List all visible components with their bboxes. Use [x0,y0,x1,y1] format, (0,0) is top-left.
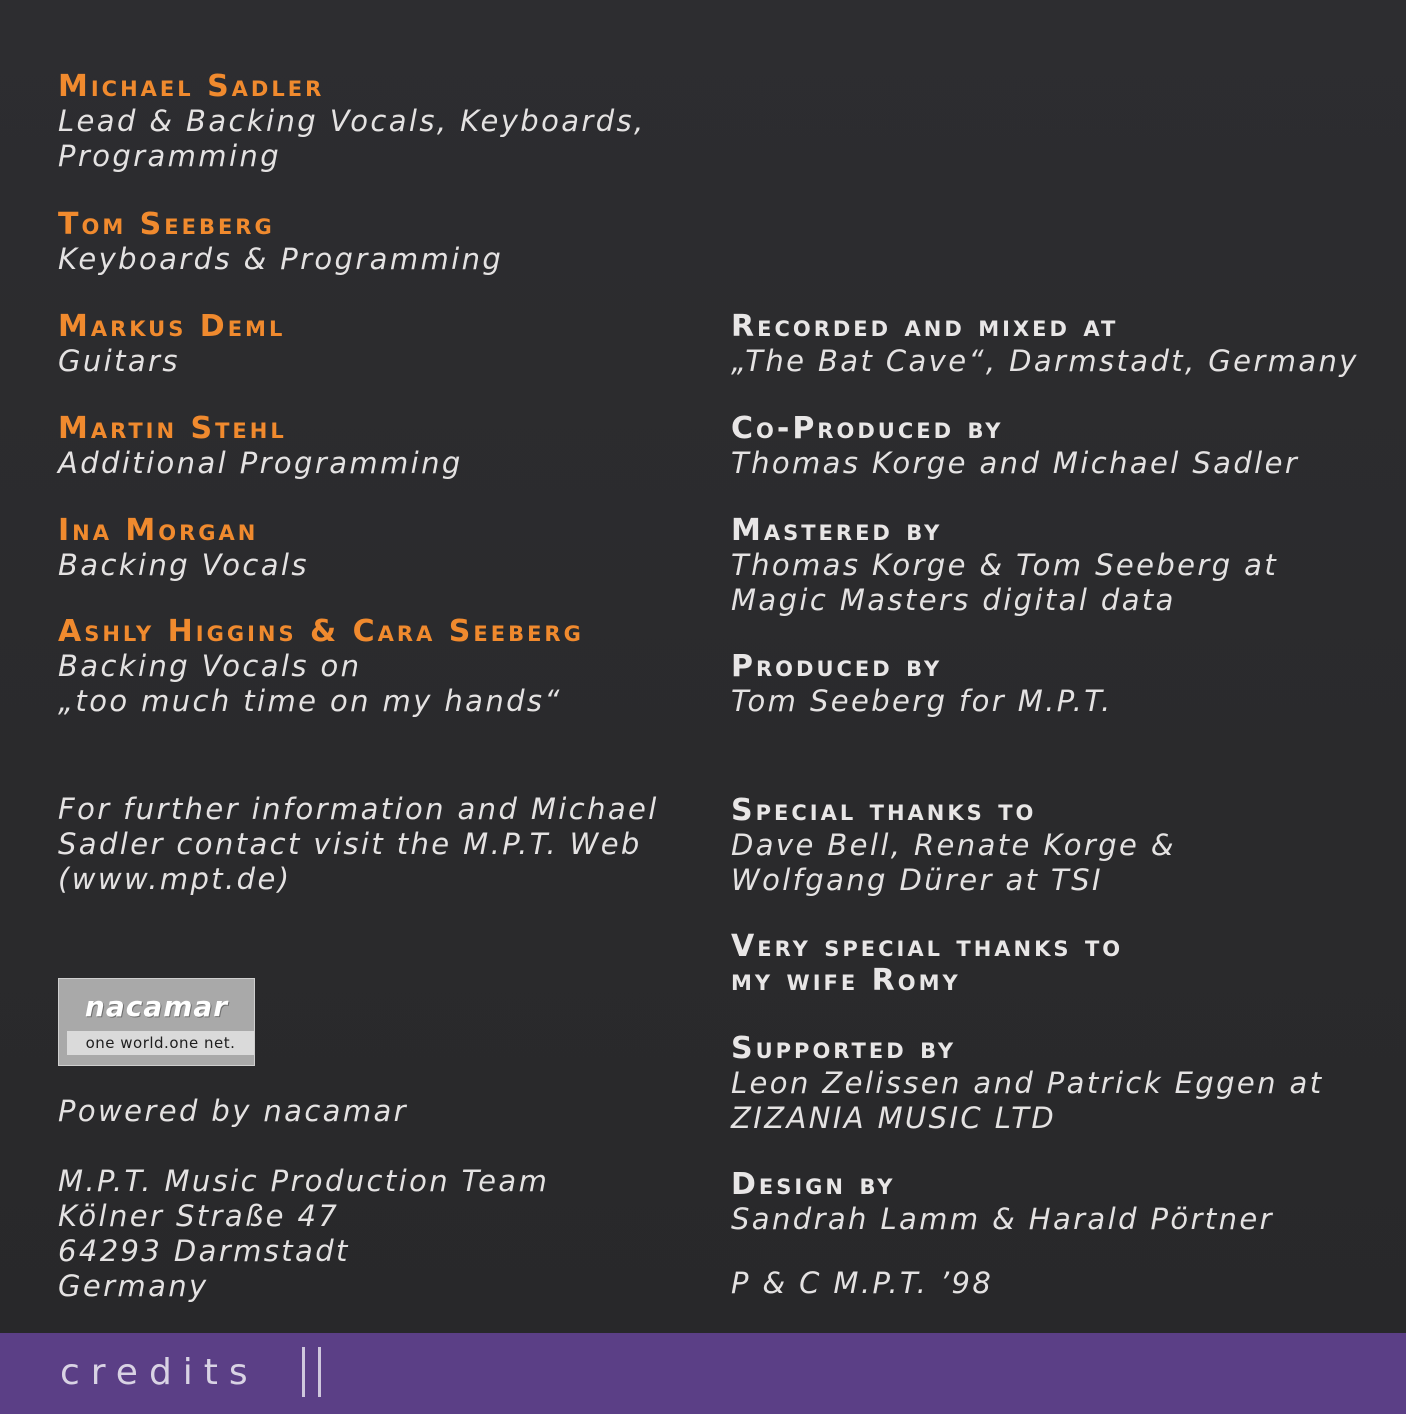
address-line: M.P.T. Music Production Team [58,1164,550,1198]
logo-tagline: one world.one net. [67,1031,254,1055]
credit-entry [731,1168,1391,1237]
credit-heading: Design by [731,1167,896,1202]
info-line: Sadler contact visit the M.P.T. Web [58,827,642,861]
copyright [731,1266,1391,1301]
musician-role: Programming [58,139,281,173]
musician-role: „too much time on my hands“ [58,684,562,718]
credit-line: Leon Zelissen and Patrick Eggen at [731,1066,1324,1100]
address-line: Germany [58,1269,209,1303]
musician-role: Lead & Backing Vocals, Keyboards, [58,104,646,138]
musician-name: Michael Sadler [58,69,325,104]
musician-entry [58,514,718,583]
musician-role: Keyboards & Programming [58,242,504,276]
credit-entry [731,794,1391,898]
credit-heading: Mastered by [731,513,943,548]
musician-name: Markus Deml [58,309,286,344]
musician-name: Ina Morgan [58,513,259,548]
info-line: (www.mpt.de) [58,862,292,896]
address-line: 64293 Darmstadt [58,1234,350,1268]
musician-role: Guitars [58,344,180,378]
credit-heading: my wife Romy [731,963,961,998]
credit-heading: Recorded and mixed at [731,309,1119,344]
footer-band [0,1333,1406,1414]
address-line: Kölner Straße 47 [58,1199,340,1233]
info-block [58,792,718,897]
musician-entry [58,412,718,481]
credit-heading: Co-Produced by [731,411,1004,446]
credit-line: ZIZANIA MUSIC LTD [731,1101,1057,1135]
credit-entry [731,1032,1391,1136]
credit-entry [731,310,1391,379]
address-block [58,1164,718,1304]
credit-heading: Very special thanks to [731,929,1124,964]
nacamar-logo [58,978,255,1066]
copyright-text: P & C M.P.T. ’98 [731,1266,994,1300]
double-bar-icon [302,1347,324,1397]
musician-name: Martin Stehl [58,411,287,446]
musician-entry [58,70,718,174]
credit-heading: Supported by [731,1031,957,1066]
credit-line: Thomas Korge & Tom Seeberg at [731,548,1279,582]
credit-entry [731,650,1391,719]
credit-entry [731,514,1391,618]
musician-entry [58,208,718,277]
credit-heading: Produced by [731,649,943,684]
credit-heading: Special thanks to [731,793,1037,828]
credit-line: „The Bat Cave“, Darmstadt, Germany [731,344,1359,378]
credit-line: Magic Masters digital data [731,583,1176,617]
musician-role: Additional Programming [58,446,463,480]
credit-line: Sandrah Lamm & Harald Pörtner [731,1202,1274,1236]
powered-by-text: Powered by nacamar [58,1094,408,1128]
musician-name: Ashly Higgins & Cara Seeberg [58,614,584,649]
musician-entry [58,310,718,379]
info-line: For further information and Michael [58,792,659,826]
credit-line: Tom Seeberg for M.P.T. [731,684,1113,718]
credit-line: Wolfgang Dürer at TSI [731,863,1103,897]
section-label: credits [60,1352,259,1393]
credit-line: Dave Bell, Renate Korge & [731,828,1176,862]
musician-name: Tom Seeberg [58,207,275,242]
musician-role: Backing Vocals [58,548,309,582]
musician-entry [58,615,718,719]
credit-entry [731,412,1391,481]
musician-role: Backing Vocals on [58,649,362,683]
powered-by [58,1094,718,1129]
credit-entry [731,930,1391,998]
logo-wordmark: nacamar [84,990,229,1023]
credit-line: Thomas Korge and Michael Sadler [731,446,1300,480]
